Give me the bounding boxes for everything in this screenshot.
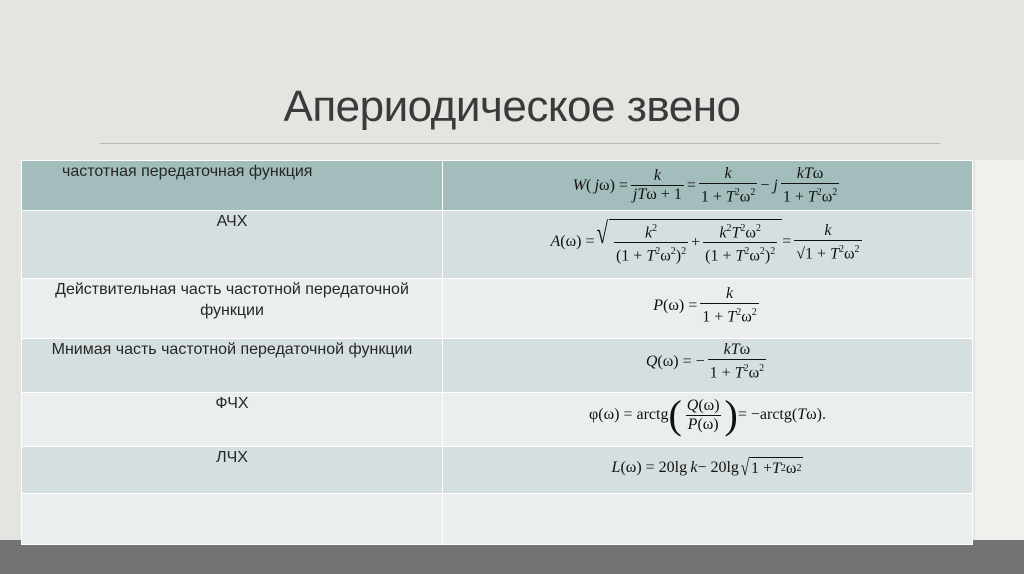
formula-imaginary-part: Q (ω) = − $\frac{\text{kTω}}{1 + T^2\omega^2}$ [645,341,765,382]
formula-phase: φ(ω) = arctg ( $\frac{Q(\omega)}{P(\omega)}$ ) = −arctg( T ω). [589,392,826,437]
table-row [22,211,973,279]
table-row [22,161,973,211]
formula-cell [443,211,973,279]
formula-cell [443,161,973,211]
table-row [22,279,973,339]
formula-real-part: P (ω) = $\frac{k}{1 + T^2\omega^2}$ [653,285,757,326]
row-label: АЧХ [22,211,443,279]
formula-table [21,160,973,545]
table-row [22,393,973,447]
bottom-bar [0,540,1024,574]
row-label: Мнимая часть частотной передаточной функции [22,339,443,393]
formula-amplitude: A (ω) = √ $\frac{k^2}{(1 + T^2\omega^2)^2}$ + $\frac{k^2T^2\omega^2}{(1 + T^2\omega^2)^2}$ = $\frac{k}{√1 + T^2\omega^2}$ [550,217,860,265]
row-label: ФЧХ [22,393,443,447]
formula-cell [443,447,973,494]
formula-transfer-function: W ( j ω) = $\frac{k}{\text{jTω + 1}}$ = $\frac{k}{1 + T^2\omega^2}$ − j $\frac{\text{kTω}}{1 + T^2\omega^2}$ [572,165,838,206]
formula-cell [443,393,973,447]
row-label: частотная передаточная функция [22,161,443,211]
formula-cell [443,339,973,393]
row-label [22,494,443,545]
formula-cell [443,279,973,339]
row-label: Действительная часть частотной передаточной функции [22,279,443,339]
row-label: ЛЧХ [22,447,443,494]
formula-log-amplitude: L (ω) = 20lg k − 20lg √ 1 + T 2 ω 2 [611,455,802,480]
table-row [22,494,973,545]
title-divider [100,143,940,144]
formula-cell [443,494,973,545]
slide-title: Апериодическое звено [283,82,741,131]
right-strip [975,160,1024,540]
table-row [22,447,973,494]
table-row [22,339,973,393]
